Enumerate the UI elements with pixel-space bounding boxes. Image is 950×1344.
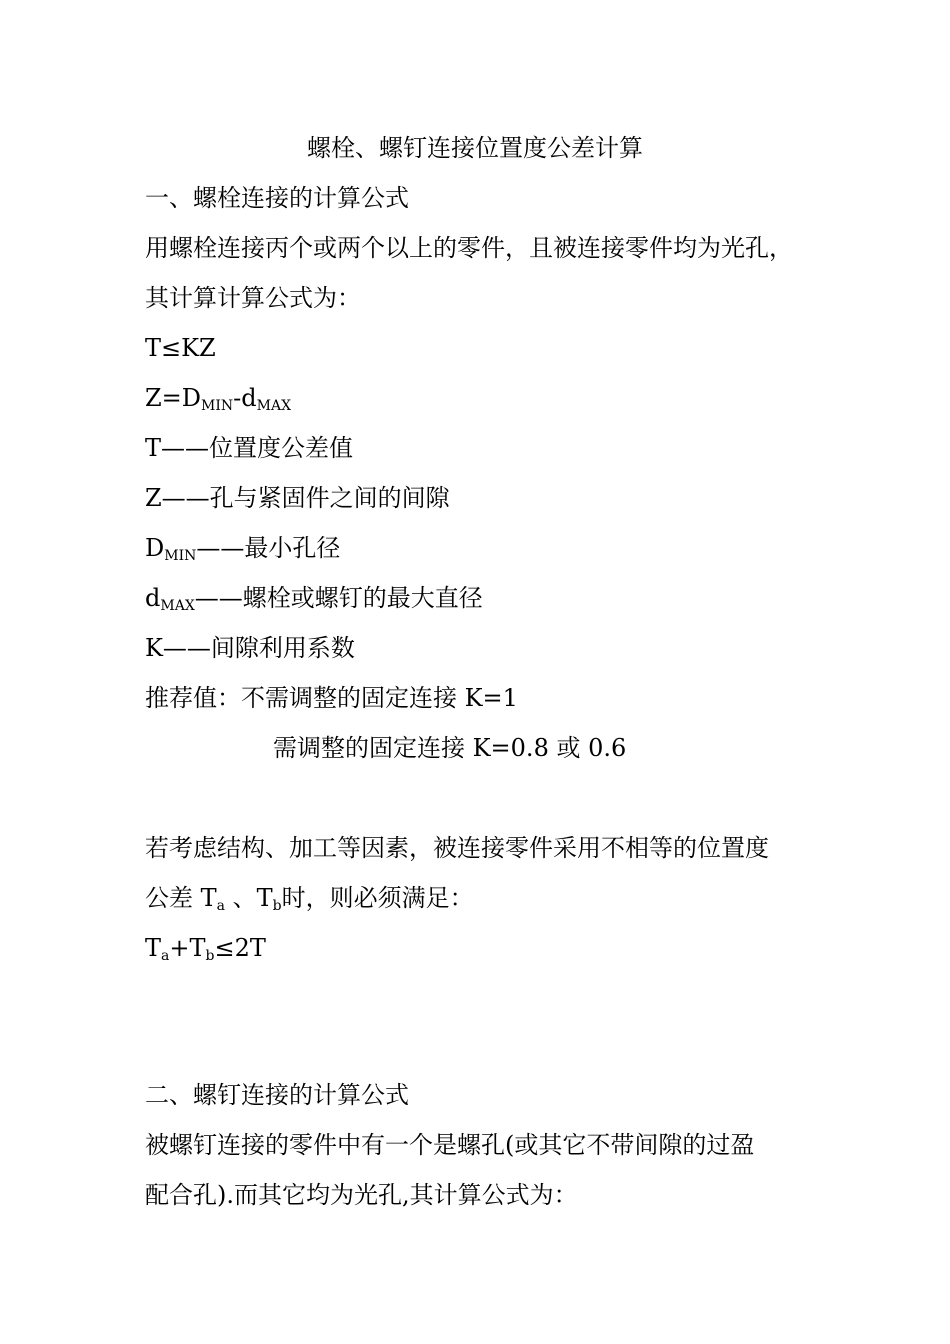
consider-line1: 若考虑结构、加工等因素，被连接零件采用不相等的位置度 [145,834,769,862]
formula-ta-sub-b: b [205,948,215,964]
definition-t: T——位置度公差值 [145,434,354,462]
definition-dmin-text: ——最小孔径 [196,534,341,562]
formula-ta-post: ≤2T [214,934,266,962]
formula-z-clearance [145,383,291,413]
section2-intro-line1: 被螺钉连接的零件中有一个是螺孔(或其它不带间隙的过盈 [145,1131,755,1159]
consider-line2 [145,883,474,913]
consider-sub-b: b [272,898,282,914]
formula-ta-t1: T [145,934,162,962]
consider-post: 时，则必须满足： [281,884,474,912]
definition-dmin [145,533,340,563]
recommended-value-1: 推荐值：不需调整的固定连接 K=1 [145,684,518,712]
definition-dmax-base: d [145,584,161,612]
formula-z-mid: -d [233,384,257,412]
formula-ta-tb [145,933,266,963]
definition-dmax-text: ——螺栓或螺钉的最大直径 [194,584,483,612]
section1-intro-line1: 用螺栓连接丙个或两个以上的零件，且被连接零件均为光孔， [145,234,793,262]
consider-pre: 公差 T [145,884,217,912]
recommended-value-2: 需调整的固定连接 K=0.8 或 0.6 [273,734,627,762]
consider-sub-a: a [216,898,225,914]
definition-dmax-sub: MAX [160,598,195,614]
formula-z-sub-max: MAX [256,398,292,414]
page-title: 螺栓、螺钉连接位置度公差计算 [307,134,643,162]
formula-z-lhs: Z=D [145,384,202,412]
formula-t-le-kz: T≤KZ [145,334,216,362]
formula-z-sub-min: MIN [201,398,234,414]
definition-k: K——间隙利用系数 [145,634,355,662]
formula-ta-sub-a: a [161,948,170,964]
definition-dmin-sub: MIN [164,548,197,564]
formula-ta-plus: +T [169,934,206,962]
definition-z: Z——孔与紧固件之间的间隙 [145,484,450,512]
section1-heading: 一、螺栓连接的计算公式 [145,184,409,212]
section2-heading: 二、螺钉连接的计算公式 [145,1081,409,1109]
section2-intro-line2: 配合孔).而其它均为光孔,其计算公式为： [145,1181,578,1209]
section1-intro-line2: 其计算计算公式为： [145,284,361,312]
consider-mid: 、T [225,884,273,912]
definition-dmax [145,583,483,613]
definition-dmin-base: D [145,534,165,562]
